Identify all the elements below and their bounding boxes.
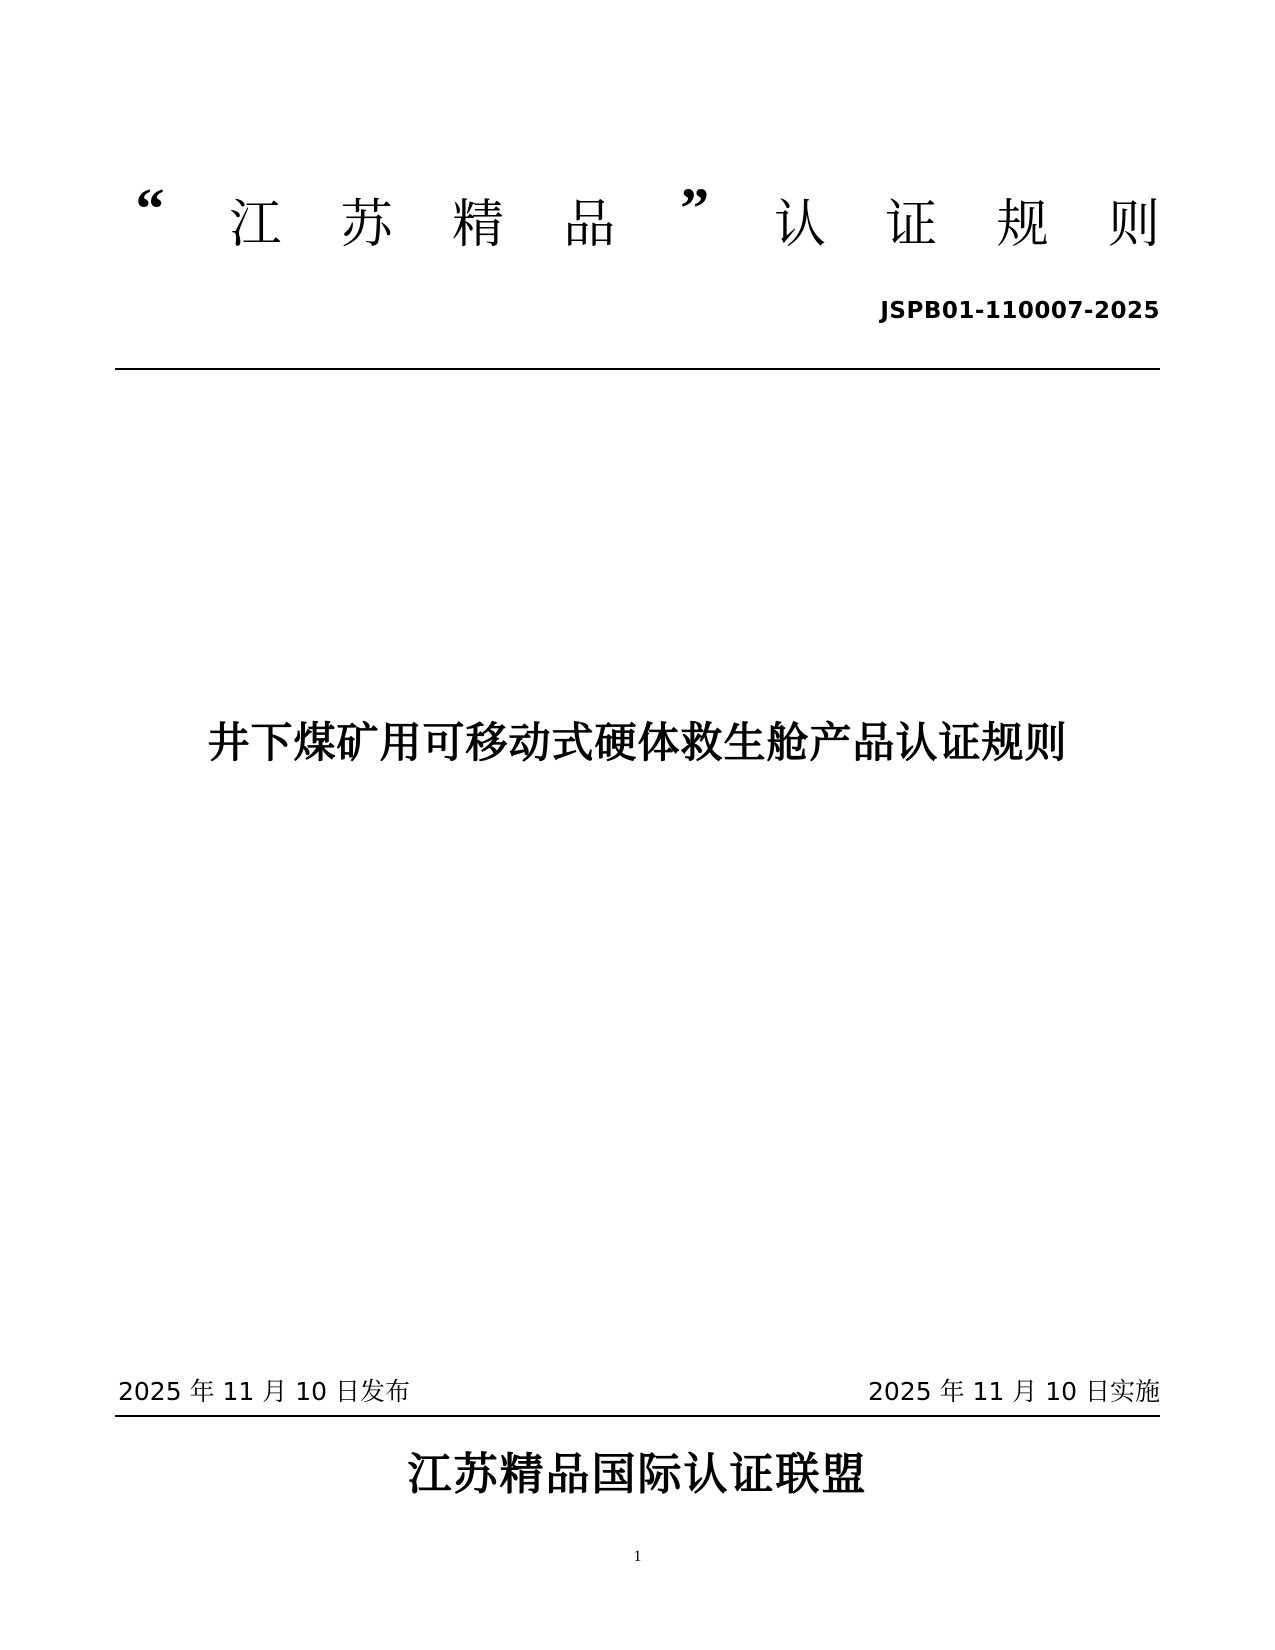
header-title-char: 精 bbox=[451, 195, 504, 255]
header-title-char: 则 bbox=[1107, 195, 1160, 255]
document-code: JSPB01-110007-2025 bbox=[880, 298, 1160, 324]
page-number: 1 bbox=[633, 1548, 642, 1565]
header-title-char: 规 bbox=[996, 195, 1049, 255]
footer-divider bbox=[115, 1415, 1160, 1417]
document-title: 井下煤矿用可移动式硬体救生舱产品认证规则 bbox=[207, 718, 1068, 767]
effective-date: 2025 年 11 月 10 日实施 bbox=[868, 1377, 1160, 1406]
header-title bbox=[130, 176, 1160, 260]
header-title-char: 江 bbox=[229, 195, 282, 255]
publish-date: 2025 年 11 月 10 日发布 bbox=[118, 1377, 410, 1406]
header-title-char: 苏 bbox=[340, 195, 393, 255]
header-title-char: 品 bbox=[563, 195, 616, 255]
header-title-open-quote: “ bbox=[135, 176, 165, 241]
header-title-char: 证 bbox=[885, 195, 938, 255]
organization-name: 江苏精品国际认证联盟 bbox=[407, 1449, 868, 1500]
header-divider bbox=[115, 368, 1160, 370]
header-title-char: 认 bbox=[773, 195, 826, 255]
header-title-close-quote: ” bbox=[680, 176, 710, 241]
